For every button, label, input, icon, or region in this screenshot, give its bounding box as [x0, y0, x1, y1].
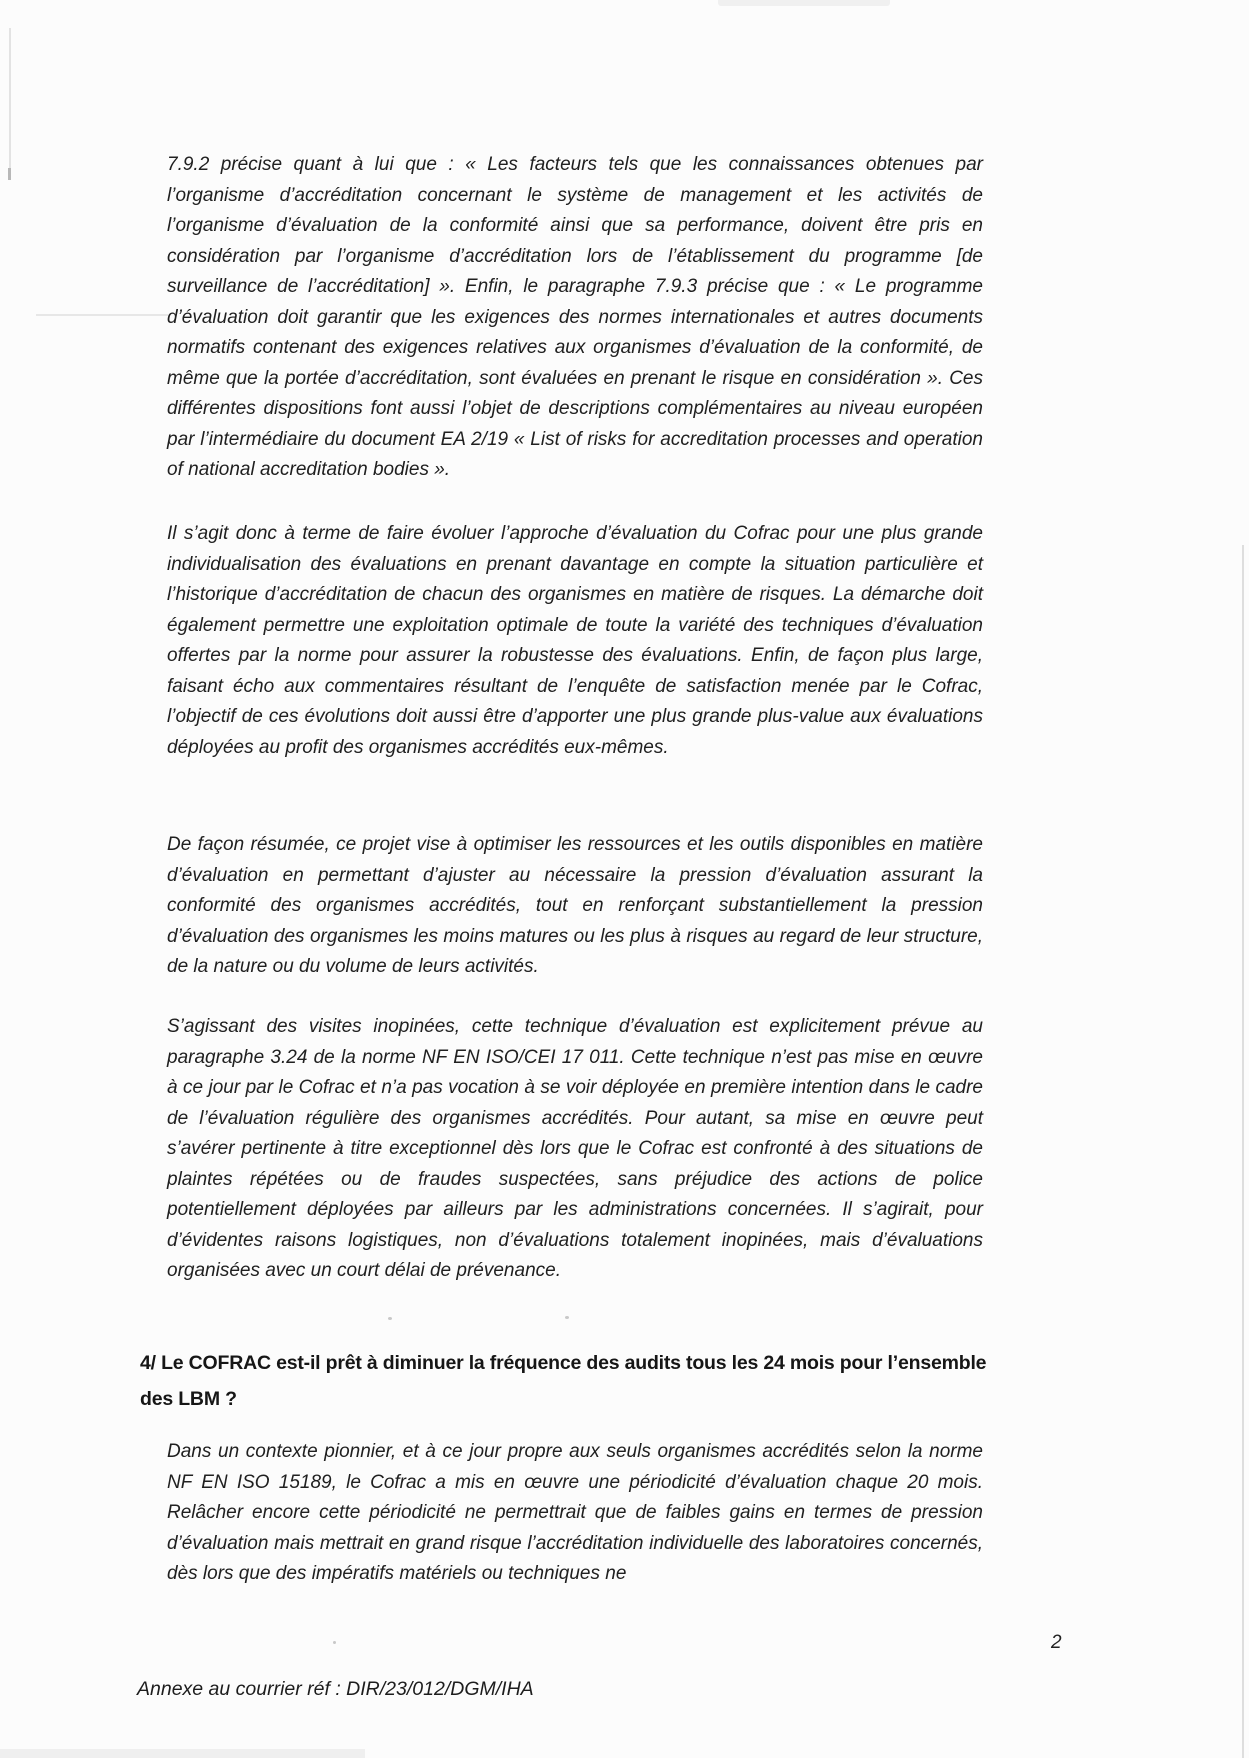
section-heading: [140, 1345, 1000, 1417]
text-line: des LBM ?: [140, 1388, 237, 1410]
paragraph: De façon résumée, ce projet vise à optimiser les ressources et les outils disponibles en matière d’évaluation en permettant d’ajuster au nécessaire la pression d’évaluation assurant la conformité des organismes accrédités, tout en renforçant substantiellement la pression d’évaluation des organismes les moins matures ou les plus à risques au regard de leur structure, de la nature ou du volume de leurs activités.: [167, 834, 983, 977]
paragraph: Il s’agit donc à terme de faire évoluer l’approche d’évaluation du Cofrac pour une plus grande individualisation des évaluations en prenant davantage en compte la situation particulière et l’historique d’accréditation de chacun des organismes en matière de risques. La démarche doit également permettre une exploitation optimale de toute la variété des techniques d’évaluation offertes par la norme pour assurer la robustesse des évaluations. Enfin, de façon plus large, faisant écho aux commentaires résultant de l’enquête de satisfaction menée par le Cofrac, l’objectif de ces évolutions doit aussi être d’apporter une plus grande plus-value aux évaluations déployées au profit des organismes accrédités eux-mêmes.: [167, 523, 983, 758]
scan-mark-left: [8, 168, 11, 180]
text-line: 4/ Le COFRAC est-il prêt à diminuer la fréquence des audits tous les 24 mois pour l’ensemble: [140, 1352, 987, 1374]
footer-reference: Annexe au courrier réf : DIR/23/012/DGM/IHA: [137, 1678, 534, 1700]
paragraph: 7.9.2 précise quant à lui que : « Les facteurs tels que les connaissances obtenues par l’organisme d’accréditation concernant le système de management et les activités de l’organisme d’évaluation de la conformité ainsi que sa performance, doivent être pris en considération par l’organisme d’accréditation lors de l’établissement du programme [de surveillance de l’accréditation] ». Enfin, le paragraphe 7.9.3 précise que : « Le programme d’évaluation doit garantir que les exigences des normes internationales et autres documents normatifs contenant des exigences relatives aux organismes d’évaluation de la conformité, de même que la portée d’accréditation, sont évaluées en prenant le risque en considération ». Ces différentes dispositions font aussi l’objet de descriptions complémentaires au niveau européen par l’intermédiaire du document EA 2/19 « List of risks for accreditation processes and operation of national accreditation bodies ».: [167, 154, 983, 480]
paragraph: S’agissant des visites inopinées, cette technique d’évaluation est explicitement prévue au paragraphe 3.24 de la norme NF EN ISO/CEI 17 011. Cette technique n’est pas mise en œuvre à ce jour par le Cofrac et n’a pas vocation à se voir déployée en première intention dans le cadre de l’évaluation régulière des organismes accrédités. Pour autant, sa mise en œuvre peut s’avérer pertinente à titre exceptionnel dès lors que le Cofrac est confronté à des situations de plaintes répétées ou de fraudes suspectées, sans préjudice des actions de police potentiellement déployées par ailleurs par les administrations concernées. Il s’agirait, pour d’évidentes raisons logistiques, non d’évaluations totalement inopinées, mais d’évaluations organisées avec un court délai de prévenance.: [167, 1016, 983, 1281]
paragraph: Dans un contexte pionnier, et à ce jour propre aux seuls organismes accrédités selon la norme NF EN ISO 15189, le Cofrac a mis en œuvre une périodicité d’évaluation chaque 20 mois. Relâcher encore cette périodicité ne permettrait que de faibles gains en termes de pression d’évaluation mais mettrait en grand risque l’accréditation individuelle des laboratoires concernés, dès lors que des impératifs matériels ou techniques ne: [167, 1441, 983, 1584]
document-body: [140, 0, 987, 1758]
scan-edge-artifact-right: [1242, 545, 1244, 1758]
scan-edge-artifact-left: [9, 28, 11, 180]
page-number: 2: [1051, 1632, 1062, 1653]
